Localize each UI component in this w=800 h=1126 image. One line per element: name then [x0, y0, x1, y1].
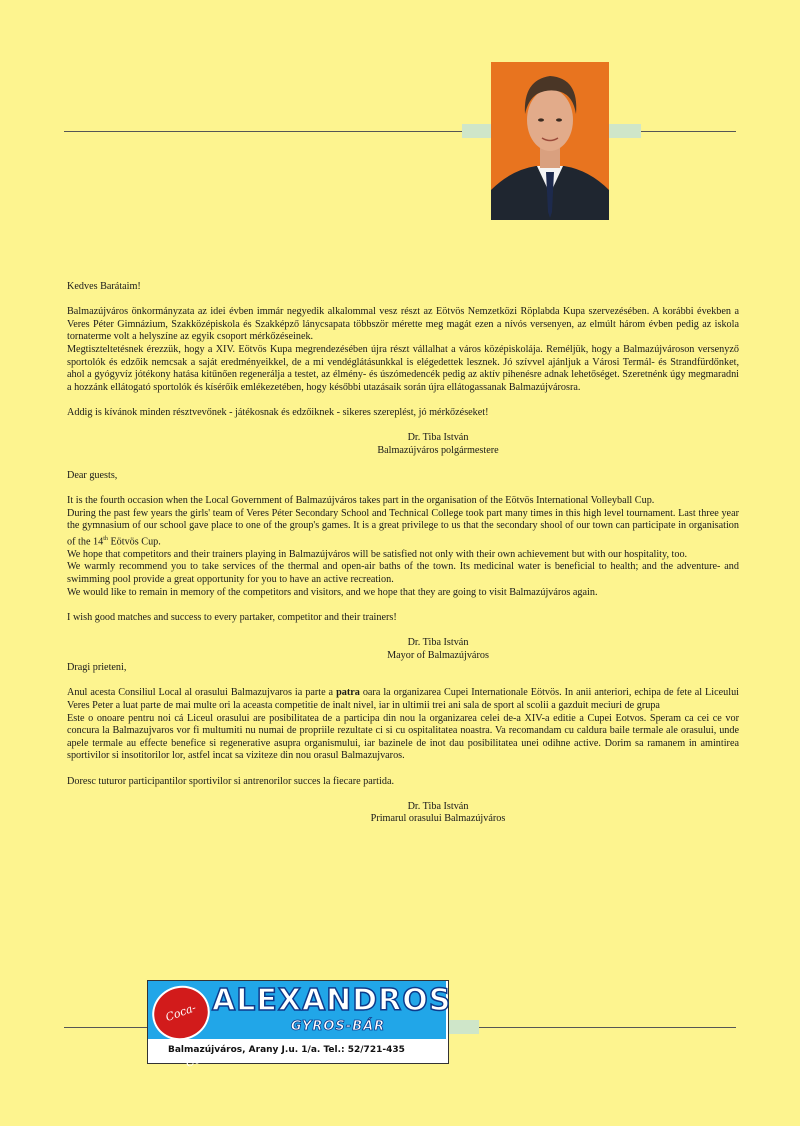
ro-paragraph-1-b: oara la organizarea Cupei Internationale Eötvös. In anii anteriori, echipa de fete al Liceului Veres Peter a luat parte de mai multe ori la aceasta competitie de inalt nivel, iar in ultimii trei ani sala de sport al scolii a gazduit meciuri de grupa: [67, 687, 740, 711]
en-paragraph-4: We warmly recommend you to take services of the thermal and open-air baths of the town. Its medicinal water is beneficial to health; and the adventure- and swimming pool provide a great opportunity for you to have an active recreation.: [67, 561, 739, 586]
hu-closing: Addig is kívánok minden résztvevőnek - játékosnak és edzőiknek - sikeres szereplést, jó mérkőzéseket!: [67, 406, 489, 418]
ro-salutation: Dragi prieteni,: [67, 662, 127, 674]
en-paragraph-2-a: During the past few years the girls' team of Veres Péter Secondary School and Technical College took part many times in this high level tournament. Last three year the gymnasium of our school gave place to one of the group's games. It is a great privilege to us that the secondary shool of our town can participate in organisation of the 14: [67, 507, 739, 548]
en-closing: I wish good matches and success to every partaker, competitor and their trainers!: [67, 611, 397, 623]
en-signature-title: Mayor of Balmazújváros: [387, 649, 489, 661]
ro-paragraph-1-bold: patra: [336, 687, 360, 699]
mayor-portrait: [491, 62, 609, 220]
ad-address: Balmazújváros, Arany J.u. 1/a. Tel.: 52/721-435: [168, 1045, 405, 1055]
en-paragraph-3: We hope that competitors and their trainers playing in Balmazújváros will be satisfied not only with their own achievement but with our hospitality, too.: [67, 548, 688, 560]
ro-paragraph-1: [67, 687, 739, 712]
ad-subtitle: GYROS-BÁR: [290, 1019, 386, 1034]
ro-signature-title: Primarul orasului Balmazújváros: [370, 813, 506, 825]
coca-cola-logo: Coca-Cola: [145, 978, 218, 1049]
bottom-rule-tab-right: [447, 1020, 479, 1034]
hu-signature-title: Balmazújváros polgármestere: [377, 444, 499, 456]
en-paragraph-5: We would like to remain in memory of the competitors and visitors, and we hope that they are going to visit Balmazújváros again.: [67, 586, 598, 598]
en-paragraph-2-sup: th: [103, 535, 108, 542]
top-rule-left: [64, 131, 462, 132]
top-rule-tab-left: [462, 124, 494, 138]
bottom-rule-left: [64, 1027, 148, 1028]
en-paragraph-2: [67, 508, 739, 549]
hu-paragraph-2: Megtiszteltetésnek érezzük, hogy a XIV. Eötvös Kupa megrendezésében újra részt vállalhat a város középiskolája. Reméljük, hogy a Balmazújvároson versenyző sportolók és edzőik nemcsak a saját eredményeikkel, de a mi vendéglátásunkkal is elégedettek lesznek. Jó szívvel ajánljuk a Városi Termál- és Strandfürdőnket, ahol a gyógyvíz jótékony hatása kitűnően regenerálja a testet, az élmény- és úszómedencék pedig az aktív pihenésre adnak lehetőséget. Szeretnénk úgy megmaradni a hozzánk ellátogató sportolók és kísérőik emlékezetében, hogy későbbi utazásaik során újra ellátogassanak Balmazújvárosra.: [67, 343, 739, 393]
bottom-rule-right: [479, 1027, 736, 1028]
ro-signature: [67, 801, 739, 826]
hu-salutation: Kedves Barátaim!: [67, 281, 141, 292]
en-paragraph-1: It is the fourth occasion when the Local Government of Balmazújváros takes part in the organisation of the Eötvös International Volleyball Cup.: [67, 495, 655, 507]
en-paragraph-2-b: Eötvös Cup.: [107, 536, 161, 548]
alexandros-advertisement: [147, 980, 452, 1070]
hu-signature-name: Dr. Tiba István: [407, 432, 469, 444]
top-rule-right: [641, 131, 736, 132]
en-signature-name: Dr. Tiba István: [407, 637, 469, 649]
ro-paragraph-1-a: Anul acesta Consiliul Local al orasului Balmazujvaros ia parte a: [67, 687, 337, 699]
ro-closing: Doresc tuturor participantilor sportivilor si antrenorilor succes la fiecare partida.: [67, 775, 395, 787]
ro-paragraph-2: Este o onoare pentru noi cá Liceul orasului are posibilitatea de a participa din nou la organizarea celei de-a XIV-a editie a Cupei Eotvos. Speram ca cei ce vor concura la Balmazujvaros vor fi multumiti nu numai de propriile rezultate ci si cu ospitalitatea noastra. Va recomandam cu caldura baile termale ale orasului, unde apele termale au effecte benefice si regenerative asupra organismului, iar bazinele de inot dau posibilitatea unei odihne active. Dorim sa ramanem in amintirea sportivilor si insotitorilor lor, astfel incat sa viziteze din nou orasul Balmazujvaros.: [67, 712, 739, 762]
ro-signature-name: Dr. Tiba István: [407, 800, 469, 812]
en-salutation: Dear guests,: [67, 469, 118, 481]
ad-brand-name: ALEXANDROS: [212, 983, 452, 1018]
en-signature: [67, 637, 739, 662]
hu-signature: [67, 432, 739, 457]
top-rule-tab-right: [609, 124, 641, 138]
hu-paragraph-1: Balmazújváros önkormányzata az idei évben immár negyedik alkalommal vesz részt az Eötvös Nemzetközi Röplabda Kupa szervezésében. A korábbi években a Veres Péter Gimnázium, Szakközépiskola és Szakképző lánycsapata többször mérette meg magát ezen a nívós versenyen, az elmúlt három évben pedig az iskola tornaterme volt a helyszíne az egyik csoport mérkőzéseinek.: [67, 306, 739, 343]
welcome-letter: [67, 281, 739, 826]
